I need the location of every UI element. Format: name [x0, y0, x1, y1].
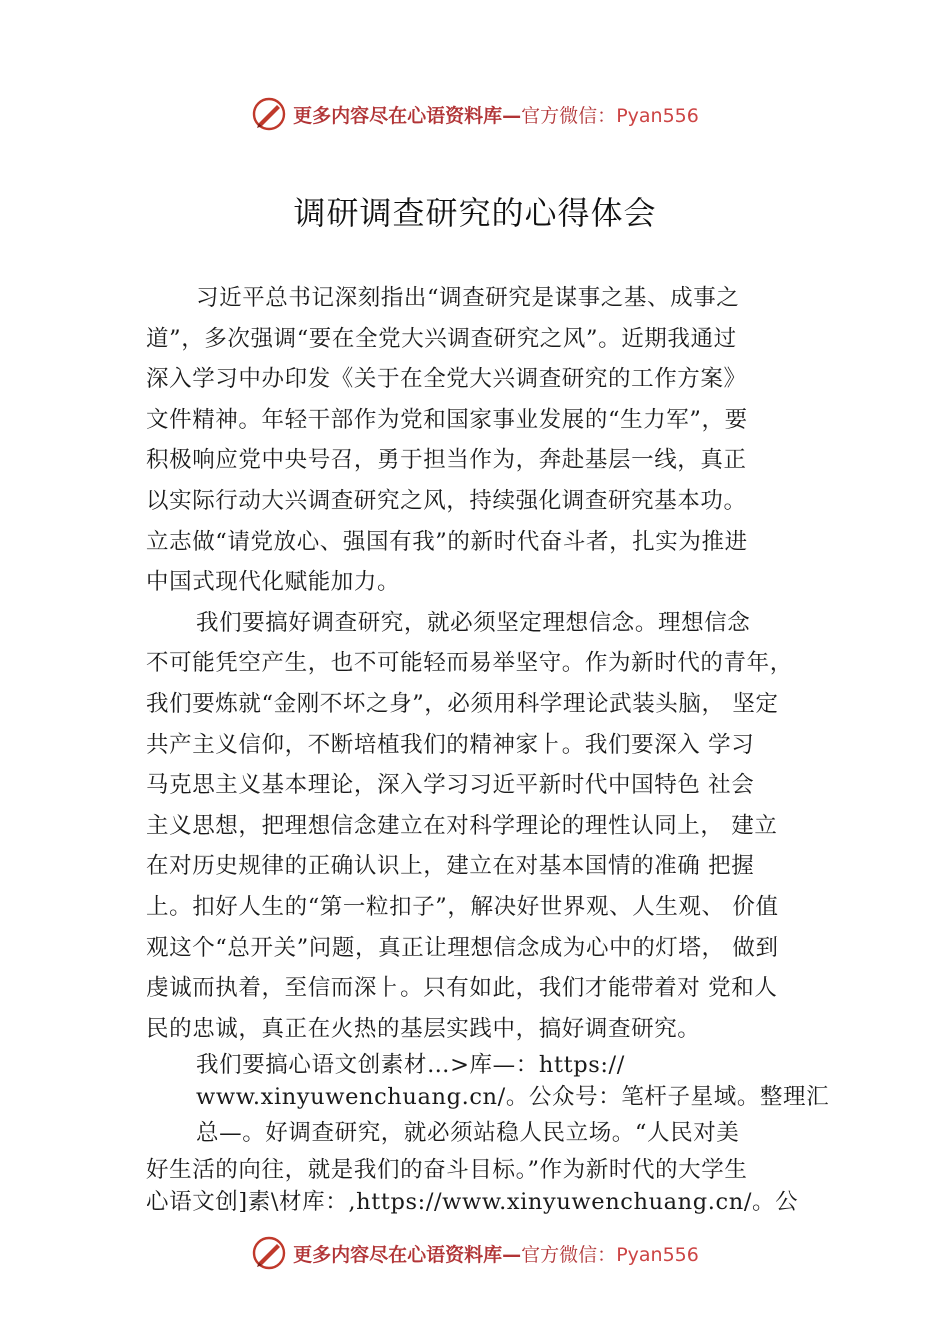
body-line: 观这个“总开关”问题，真正让理想信念成为心中的灯塔， 做到 [146, 934, 779, 961]
banner-wechat-label: 官方微信： [521, 1243, 617, 1266]
banner-text [293, 1240, 699, 1267]
banner-text [293, 101, 699, 128]
banner-dash: — [502, 104, 522, 127]
body-line: 心语文创]素\材库：,https://www.xinyuwenchuang.cn/。公 [146, 1188, 799, 1215]
body-line: 习近平总书记深刻指出“调查研究是谋事之基、成事之 [196, 285, 740, 311]
header-banner [0, 94, 950, 134]
banner-main: 更多内容尽在心语资料库 [293, 1243, 503, 1266]
banner-main: 更多内容尽在心语资料库 [293, 104, 503, 127]
body-line: 不可能凭空产生，也不可能轻而易举坚守。作为新时代的青年， [146, 650, 793, 677]
body-line: 总—。好调查研究，就必须站稳人民立场。“人民对美 [196, 1120, 740, 1147]
pen-logo-icon [251, 96, 287, 132]
banner-wechat-id: Pyan556 [616, 104, 699, 127]
body-line: 我们要炼就“金刚不坏之身”，必须用科学理论武装头脑， 坚定 [146, 690, 779, 717]
body-line: 道”，多次强调“要在全党大兴调查研究之风”。近期我通过 [146, 325, 737, 352]
body-line: 虔诚而执着，至信而深⺊。只有如此，我们才能带着对 党和人 [146, 975, 778, 1002]
document-body [146, 278, 846, 1218]
body-line: 好生活的向往，就是我们的奋斗目标。”作为新时代的大学生 [146, 1156, 748, 1183]
banner-wechat-id: Pyan556 [616, 1243, 699, 1266]
document-title: 调研调查研究的心得体会 [293, 194, 657, 232]
body-line: 深入学习中办印发《关于在全党大兴调查研究的工作方案》 [146, 366, 747, 393]
body-line: 在对历史规律的正确认识上，建立在对基本国情的准确 把握 [146, 853, 755, 880]
body-line: 以实际行动大兴调查研究之风，持续强化调查研究基本功。 [146, 487, 747, 514]
body-line: 立志做“请党放心、强国有我”的新时代奋斗者，扎实为推进 [146, 528, 748, 555]
body-line: 主义思想，把理想信念建立在对科学理论的理性认同上， 建立 [146, 812, 778, 839]
body-line: 共产主义信仰，不断培植我们的精神家⺊。我们要深入 学习 [146, 731, 755, 758]
banner-dash: — [502, 1243, 522, 1266]
body-line: 马克思主义基本理论，深入学习习近平新时代中国特色 社会 [146, 772, 755, 799]
body-line: 民的忠诚，真正在火热的基层实践中，搞好调查研究。 [146, 1015, 701, 1042]
body-line: 中国式现代化赋能加力。 [146, 569, 401, 596]
body-line: 上。扣好人生的“第一粒扣子”，解决好世界观、人生观、 价值 [146, 893, 779, 920]
body-line: 积极响应党中央号召，勇于担当作为，奔赴基层一线，真正 [146, 447, 747, 474]
pen-logo-icon [251, 1235, 287, 1271]
footer-banner [0, 1233, 950, 1273]
body-line: 我们要搞好调查研究，就必须坚定理想信念。理想信念 [196, 609, 751, 636]
banner-wechat-label: 官方微信： [521, 104, 617, 127]
body-line: 文件精神。年轻干部作为党和国家事业发展的“生力军”，要 [146, 406, 748, 433]
body-line: www.xinyuwenchuang.cn/。公众号：笔杆子星域。整理汇 [196, 1084, 830, 1111]
body-line: 我们要搞心语文创素材…>库—：https:// [196, 1052, 625, 1079]
